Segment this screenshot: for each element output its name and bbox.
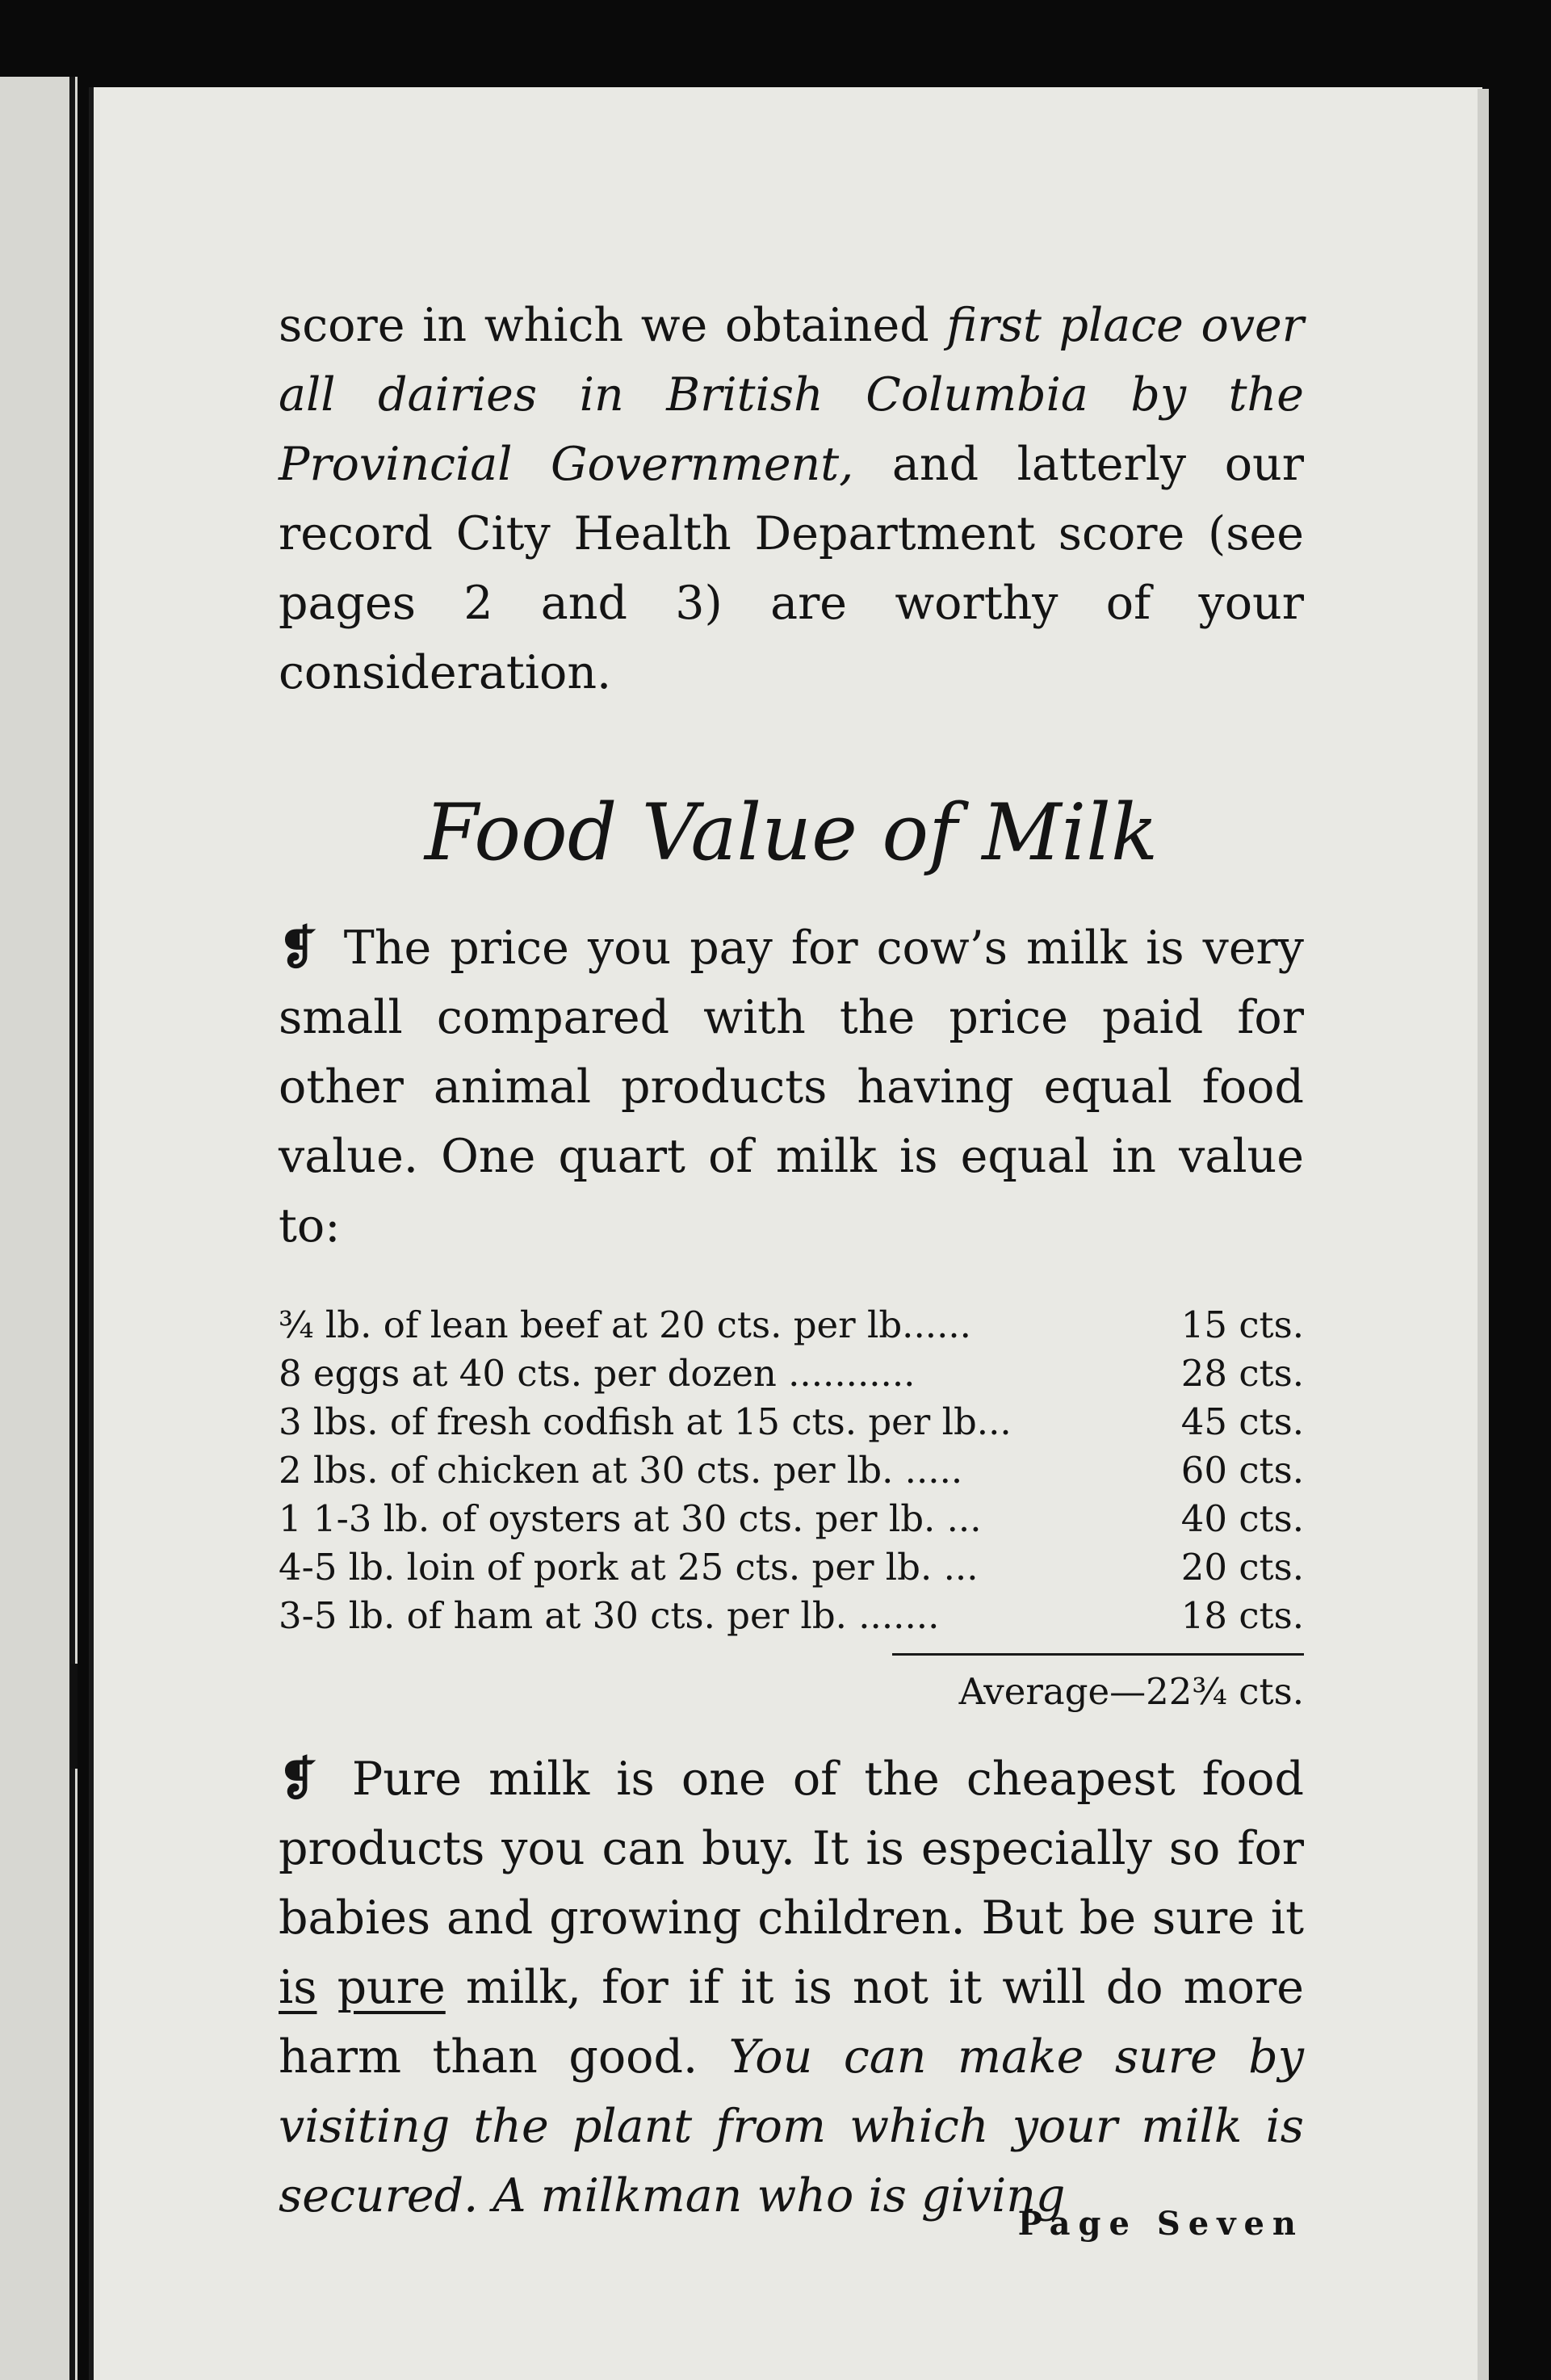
paragraph-mark-icon: ❡ <box>279 921 317 975</box>
row-item: 2 lbs. of chicken at 30 cts. per lb. ..... <box>279 1449 963 1492</box>
binding-line <box>69 77 75 2380</box>
row-item: 3-5 lb. of ham at 30 cts. per lb. ....... <box>279 1594 940 1637</box>
section-heading: Food Value of Milk <box>424 787 1159 878</box>
food-value-table <box>279 1301 1304 1720</box>
page-number: Page Seven <box>1017 2205 1304 2243</box>
row-price: 45 cts. <box>1180 1400 1304 1443</box>
food-value-paragraph <box>279 913 1304 1261</box>
intro-text-1: score in which we obtained <box>279 299 947 352</box>
underlined-is: is <box>279 1961 317 2014</box>
average-line: Average—22¾ cts. <box>958 1670 1304 1713</box>
row-item: 8 eggs at 40 cts. per dozen ........... <box>279 1352 916 1395</box>
intro-text-2: and latterly our record City Health Department score (see pages 2 and 3) are worthy of your consideration. <box>279 438 1304 699</box>
binding-mark <box>71 1664 78 1769</box>
table-row <box>279 1446 1304 1495</box>
pure-milk-text-1: Pure milk is one of the cheapest food products you can buy. It is especially so for babies and growing children. But be sure it <box>279 1752 1304 1945</box>
row-price: 15 cts. <box>1180 1303 1304 1346</box>
total-rule <box>892 1653 1304 1656</box>
pure-milk-italic: You can make sure by visiting the plant from which your milk is secured. A milkman who is giving <box>279 2030 1304 2223</box>
table-row <box>279 1398 1304 1446</box>
table-row <box>279 1592 1304 1640</box>
row-item: ¾ lb. of lean beef at 20 cts. per lb...... <box>279 1303 971 1346</box>
underlined-pure: pure <box>337 1961 446 2014</box>
intro-paragraph <box>279 291 1304 707</box>
pure-milk-text-2: milk, for if it is not it will do more harm than good. <box>279 1961 1304 2084</box>
row-price: 60 cts. <box>1180 1449 1304 1492</box>
row-item: 4-5 lb. loin of pork at 25 cts. per lb. ... <box>279 1546 979 1589</box>
pure-milk-paragraph <box>279 1744 1304 2231</box>
table-row <box>279 1495 1304 1543</box>
food-value-text: The price you pay for cow’s milk is very small compared with the price paid for other animal products having equal food value. One quart of milk is equal in value to: <box>279 921 1304 1253</box>
row-item: 3 lbs. of fresh codfish at 15 cts. per lb... <box>279 1400 1012 1443</box>
table-row <box>279 1350 1304 1398</box>
row-item: 1 1-3 lb. of oysters at 30 cts. per lb. ... <box>279 1497 982 1540</box>
row-price: 40 cts. <box>1180 1497 1304 1540</box>
facing-page-edge <box>0 77 78 2380</box>
intro-italic: first place over all dairies in British Columbia by the Provincial Government, <box>279 299 1305 491</box>
pure-milk-space <box>316 1961 337 2014</box>
paragraph-mark-icon: ❡ <box>279 1752 317 1806</box>
row-price: 20 cts. <box>1180 1546 1304 1589</box>
table-row <box>279 1543 1304 1592</box>
page-edge <box>1478 89 1489 2380</box>
row-price: 18 cts. <box>1180 1594 1304 1637</box>
row-price: 28 cts. <box>1180 1352 1304 1395</box>
page-content <box>279 291 1304 2231</box>
table-row <box>279 1301 1304 1350</box>
